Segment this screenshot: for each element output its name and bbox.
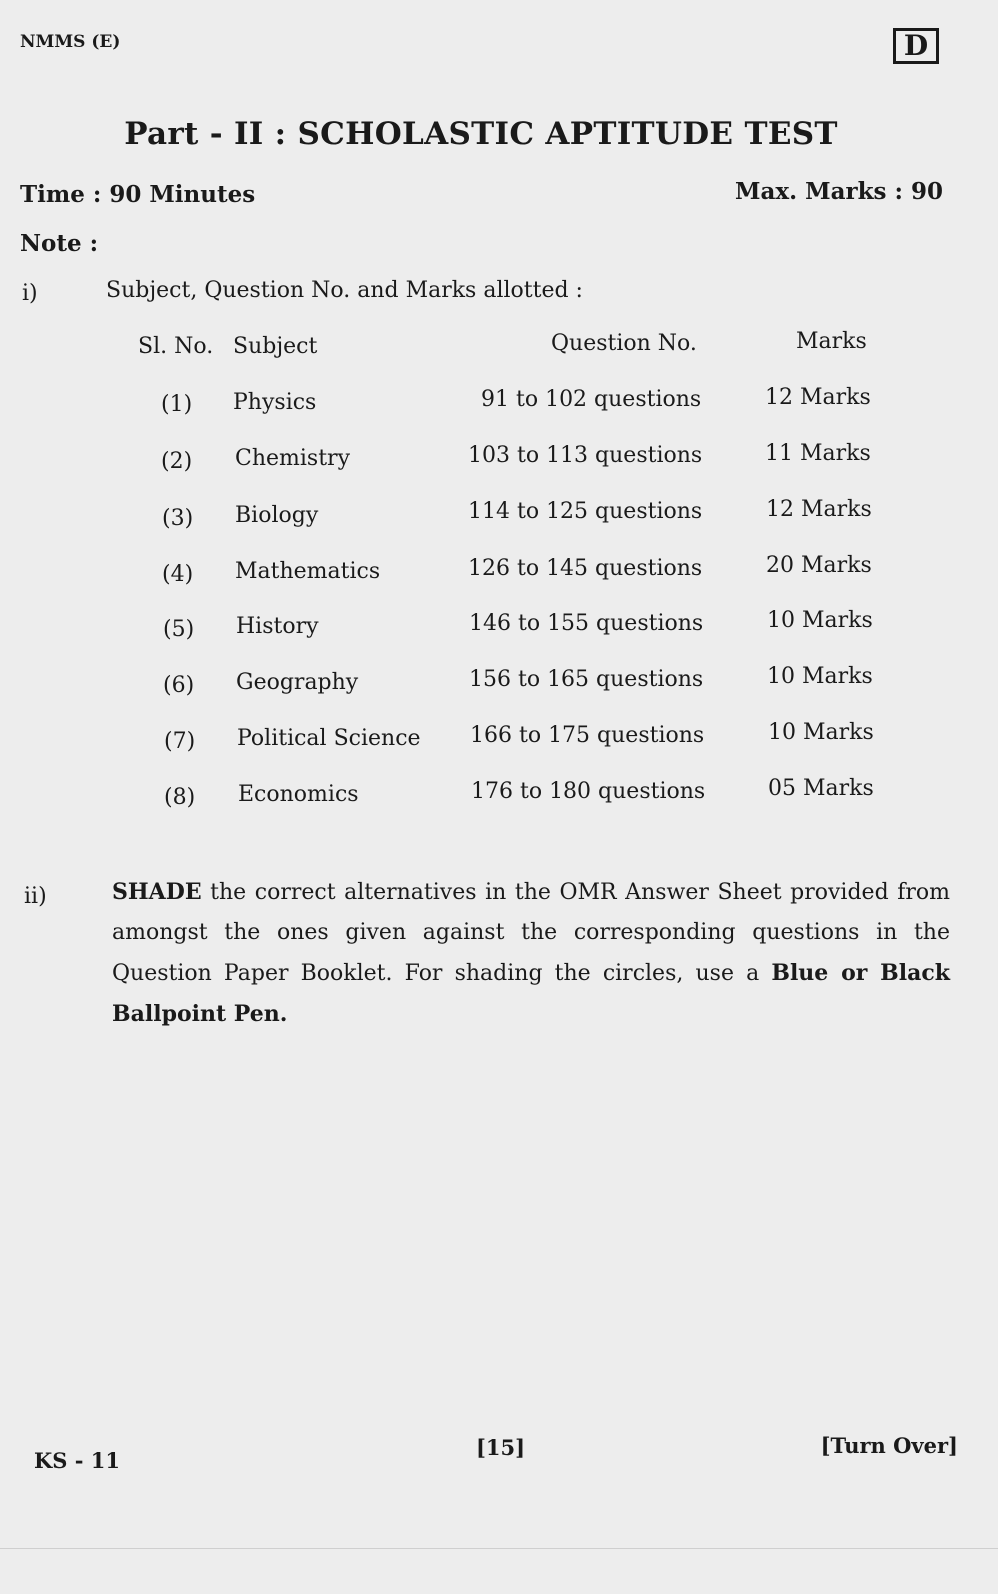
header-slno: Sl. No.	[138, 334, 214, 359]
row-slno: (4)	[162, 562, 194, 587]
row-subject: Mathematics	[235, 559, 381, 584]
exam-code: NMMS (E)	[20, 32, 121, 52]
header-question: Question No.	[551, 331, 697, 356]
item-2-text	[112, 872, 950, 1035]
shade-keyword: SHADE	[112, 879, 202, 905]
row-marks: 10 Marks	[768, 720, 874, 745]
bottom-divider	[0, 1548, 998, 1549]
row-marks: 11 Marks	[765, 441, 871, 466]
row-slno: (6)	[163, 673, 195, 698]
max-marks-label: Max. Marks : 90	[735, 178, 943, 205]
note-label: Note :	[20, 230, 99, 257]
row-question: 91 to 102 questions	[481, 387, 702, 412]
set-code-box: D	[893, 28, 939, 64]
row-slno: (3)	[162, 506, 194, 531]
row-subject: History	[236, 614, 319, 639]
row-slno: (1)	[161, 392, 193, 417]
pen-keyword: Blue or Black Ballpoint Pen.	[112, 960, 950, 1027]
row-subject: Physics	[233, 390, 317, 415]
footer-code: KS - 11	[34, 1448, 120, 1473]
item-2-number: ii)	[24, 884, 47, 909]
row-subject: Chemistry	[235, 446, 350, 471]
page-title: Part - II : SCHOLASTIC APTITUDE TEST	[124, 116, 838, 152]
time-label: Time : 90 Minutes	[20, 181, 256, 208]
row-marks: 20 Marks	[766, 553, 872, 578]
row-marks: 05 Marks	[768, 776, 874, 801]
row-marks: 12 Marks	[766, 497, 872, 522]
header-marks: Marks	[796, 329, 867, 354]
row-marks: 10 Marks	[767, 608, 873, 633]
row-question: 146 to 155 questions	[469, 611, 704, 636]
item-2-body: the correct alternatives in the OMR Answer Sheet provided from amongst the ones given against the corresponding questions in the Question Paper Booklet. For shading the circles, use a	[112, 880, 950, 986]
item-1-text: Subject, Question No. and Marks allotted :	[106, 278, 583, 303]
page-number: [15]	[476, 1435, 526, 1460]
row-subject: Geography	[236, 670, 359, 695]
row-question: 126 to 145 questions	[468, 556, 703, 581]
row-question: 114 to 125 questions	[468, 499, 703, 524]
turn-over-label: [Turn Over]	[820, 1433, 958, 1458]
header-subject: Subject	[233, 334, 318, 359]
row-slno: (2)	[161, 449, 193, 474]
row-subject: Biology	[235, 503, 319, 528]
row-question: 176 to 180 questions	[471, 779, 706, 804]
row-slno: (7)	[164, 729, 196, 754]
row-marks: 12 Marks	[765, 385, 871, 410]
row-slno: (8)	[164, 785, 196, 810]
item-1-number: i)	[22, 281, 38, 306]
row-question: 156 to 165 questions	[469, 667, 704, 692]
row-marks: 10 Marks	[767, 664, 873, 689]
row-question: 166 to 175 questions	[470, 723, 705, 748]
row-subject: Political Science	[237, 726, 421, 751]
row-question: 103 to 113 questions	[468, 443, 703, 468]
row-slno: (5)	[163, 617, 195, 642]
row-subject: Economics	[238, 782, 359, 807]
